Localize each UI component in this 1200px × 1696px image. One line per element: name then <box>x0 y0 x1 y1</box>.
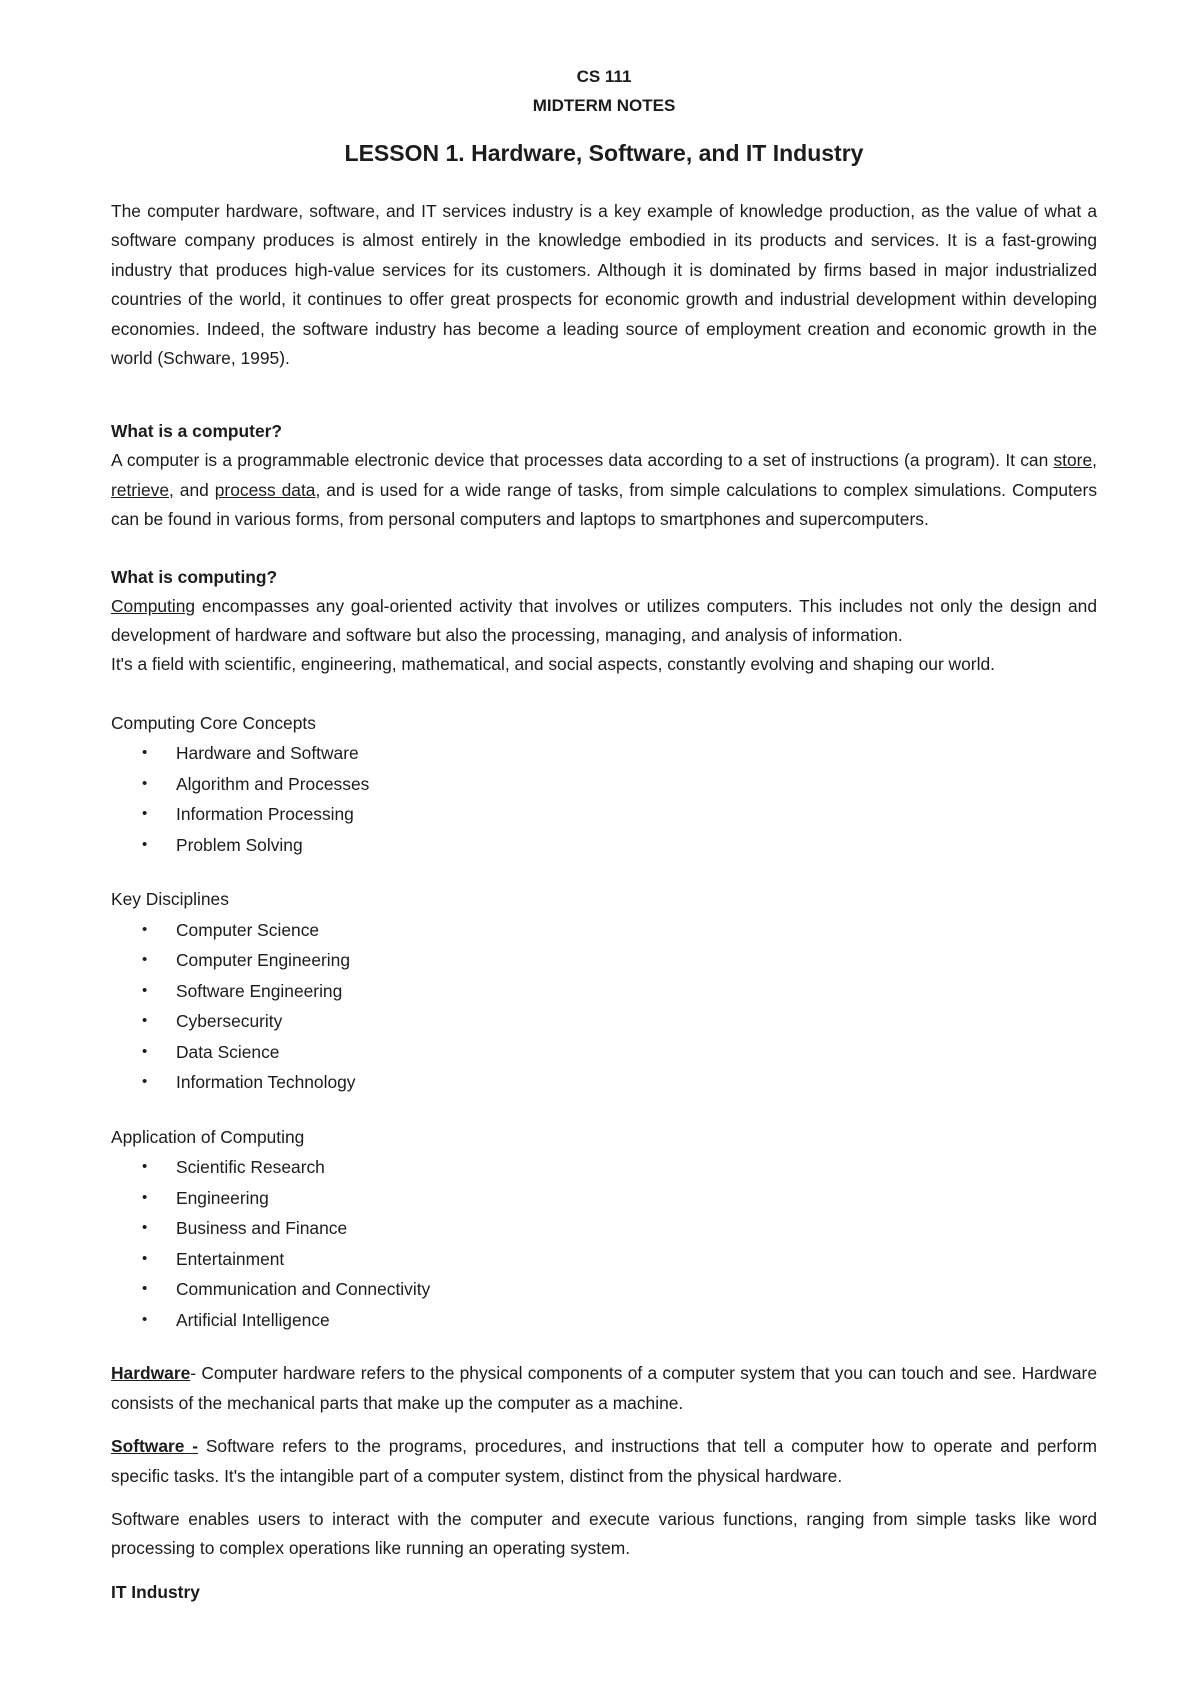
computing-paragraph-2: It's a field with scientific, engineering, mathematical, and social aspects, constantly evolving and shaping our world. <box>111 654 995 675</box>
it-industry-heading: IT Industry <box>111 1581 200 1602</box>
store-term: store <box>1053 450 1093 471</box>
computer-text-1: A computer is a programmable electronic device that processes data according to a set of instructions (a program). It can <box>111 450 1054 471</box>
computing-heading: What is computing? <box>111 566 278 587</box>
computer-sep-1: , <box>1092 450 1097 471</box>
list-item: • Communication and Connectivity <box>111 1274 1097 1305</box>
key-disciplines-list <box>111 915 1097 1098</box>
computer-heading: What is a computer? <box>111 421 283 442</box>
list-item: • Scientific Research <box>111 1152 1097 1183</box>
list-item: • Information Technology <box>111 1067 1097 1098</box>
list-item: • Algorithm and Processes <box>111 769 1097 800</box>
computer-text-2: , and is used for a wide range of tasks, from simple calculations to complex simulations. Computers can be found in various forms, from personal computers and laptops to smartphones and supercomputers. <box>111 479 1098 530</box>
computer-paragraph <box>111 446 1097 534</box>
computing-term: Computing <box>111 595 196 616</box>
list-item: • Problem Solving <box>111 830 1097 861</box>
process-data-term: process data <box>214 479 316 500</box>
hardware-text: - Computer hardware refers to the physical components of a computer system that you can touch and see. Hardware consists of the mechanical parts that make up the computer as a machine. <box>111 1363 1097 1413</box>
list-item: • Engineering <box>111 1183 1097 1214</box>
intro-paragraph: The computer hardware, software, and IT services industry is a key example of knowledge production, as the value of what a software company produces is almost entirely in the knowledge embodied in its products and services. It is a fast-growing industry that produces high-value services for its customers. Although it is dominated by firms based in major industrialized countries of the world, it continues to offer great prospects for economic growth and industrial development within developing economies. Indeed, the software industry has become a leading source of employment creation and economic growth in the world (Schware, 1995). <box>111 201 1097 369</box>
section-computing <box>111 563 1097 680</box>
notes-subtitle: MIDTERM NOTES <box>532 96 676 115</box>
hardware-definition <box>111 1359 1097 1418</box>
list-item: • Hardware and Software <box>111 738 1097 769</box>
document-page <box>111 62 1097 1607</box>
list-item: • Data Science <box>111 1037 1097 1068</box>
list-item: • Software Engineering <box>111 976 1097 1007</box>
applications-heading: Application of Computing <box>111 1126 305 1147</box>
software-text: Software refers to the programs, procedures, and instructions that tell a computer how to operate and perform specific tasks. It's the intangible part of a computer system, distinct from the physical hardware. <box>111 1436 1097 1486</box>
key-disciplines-heading: Key Disciplines <box>111 889 229 910</box>
list-item: • Information Processing <box>111 799 1097 830</box>
list-item: • Computer Engineering <box>111 945 1097 976</box>
core-concepts-heading: Computing Core Concepts <box>111 712 316 733</box>
applications-list <box>111 1152 1097 1335</box>
lesson-title: LESSON 1. Hardware, Software, and IT Industry <box>344 140 864 166</box>
section-computer <box>111 417 1097 534</box>
list-item: • Cybersecurity <box>111 1006 1097 1037</box>
list-item: • Entertainment <box>111 1244 1097 1275</box>
software-paragraph-2: Software enables users to interact with the computer and execute various functions, ranging from simple tasks like word processing to complex operations like running an operating system. <box>111 1509 1097 1559</box>
computing-text-1: encompasses any goal-oriented activity that involves or utilizes computers. This includes not only the design and development of hardware and software but also the processing, managing, and analysis of information. <box>111 595 1097 646</box>
list-item: • Artificial Intelligence <box>111 1305 1097 1336</box>
computing-paragraph <box>111 592 1097 651</box>
software-definition <box>111 1432 1097 1491</box>
computer-sep-2: , and <box>169 479 215 500</box>
retrieve-term: retrieve <box>111 479 169 500</box>
hardware-term: Hardware <box>111 1363 191 1384</box>
core-concepts-list <box>111 738 1097 860</box>
software-term: Software - <box>111 1436 199 1457</box>
course-code: CS 111 <box>576 67 632 86</box>
list-item: • Business and Finance <box>111 1213 1097 1244</box>
list-item: • Computer Science <box>111 915 1097 946</box>
